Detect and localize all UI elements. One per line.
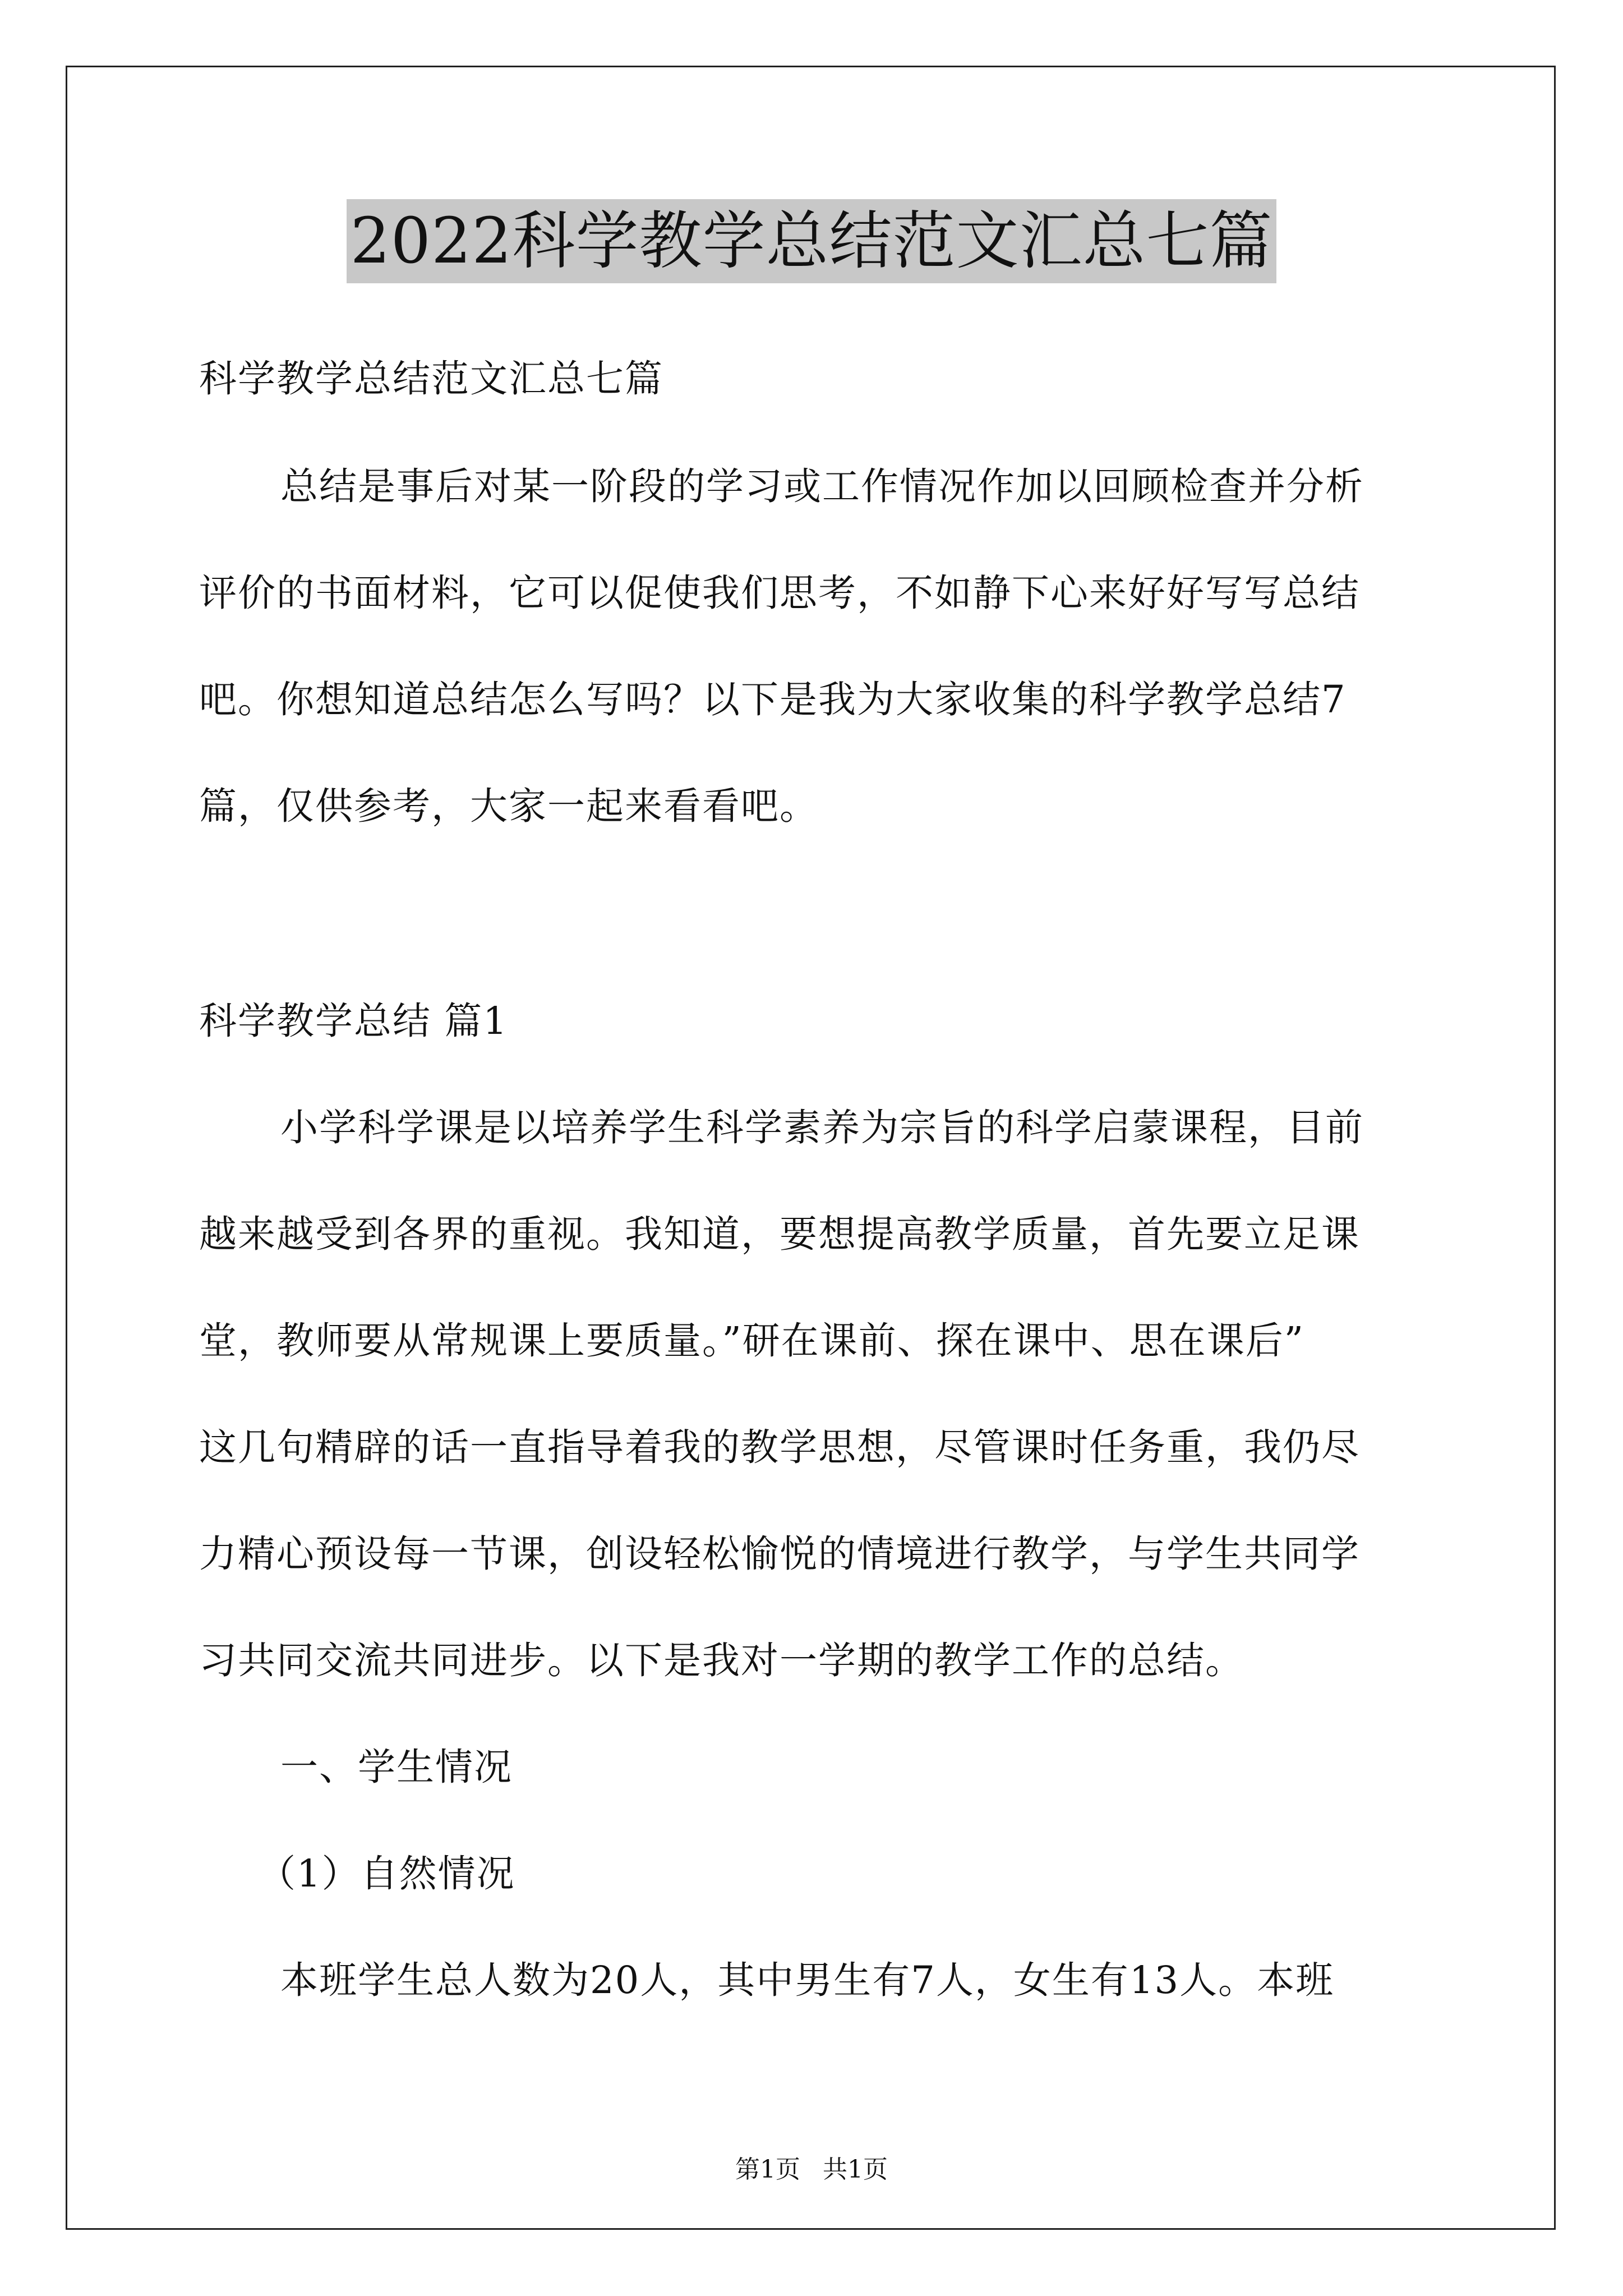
intro-line-2: 评价的书面材料，它可以促使我们思考，不如静下心来好好写写总结 xyxy=(199,571,1360,615)
heading-student-situation: 一、学生情况 xyxy=(280,1745,513,1789)
section-line-2: 越来越受到各界的重视。我知道，要想提高教学质量，首先要立足课 xyxy=(199,1212,1360,1256)
title-container xyxy=(0,199,1623,283)
page-number: 第1页 xyxy=(735,2155,800,2184)
page-total: 共1页 xyxy=(823,2155,888,2184)
heading-natural-situation: （1）自然情况 xyxy=(258,1852,515,1895)
section-line-4: 这几句精辟的话一直指导着我的教学思想，尽管课时任务重，我仍尽 xyxy=(199,1425,1360,1469)
body-last-line: 本班学生总人数为20人，其中男生有7人，女生有13人。本班 xyxy=(280,1958,1335,2002)
section-heading: 科学教学总结 篇1 xyxy=(199,999,508,1043)
intro-line-3: 吧。你想知道总结怎么写吗？以下是我为大家收集的科学教学总结7 xyxy=(199,678,1347,721)
intro-line-1: 总结是事后对某一阶段的学习或工作情况作加以回顾检查并分析 xyxy=(280,464,1364,508)
page-footer xyxy=(0,2153,1623,2187)
section-line-3: 堂，教师要从常规课上要质量。”研在课前、探在课中、思在课后” xyxy=(199,1319,1305,1363)
intro-line-4: 篇，仅供参考，大家一起来看看吧。 xyxy=(199,784,818,828)
document-title: 2022科学教学总结范文汇总七篇 xyxy=(347,199,1276,283)
section-line-1: 小学科学课是以培养学生科学素养为宗旨的科学启蒙课程，目前 xyxy=(280,1106,1364,1149)
section-line-5: 力精心预设每一节课，创设轻松愉悦的情境进行教学，与学生共同学 xyxy=(199,1532,1360,1576)
section-line-6: 习共同交流共同进步。以下是我对一学期的教学工作的总结。 xyxy=(199,1639,1244,1682)
document-subtitle: 科学教学总结范文汇总七篇 xyxy=(199,357,663,401)
